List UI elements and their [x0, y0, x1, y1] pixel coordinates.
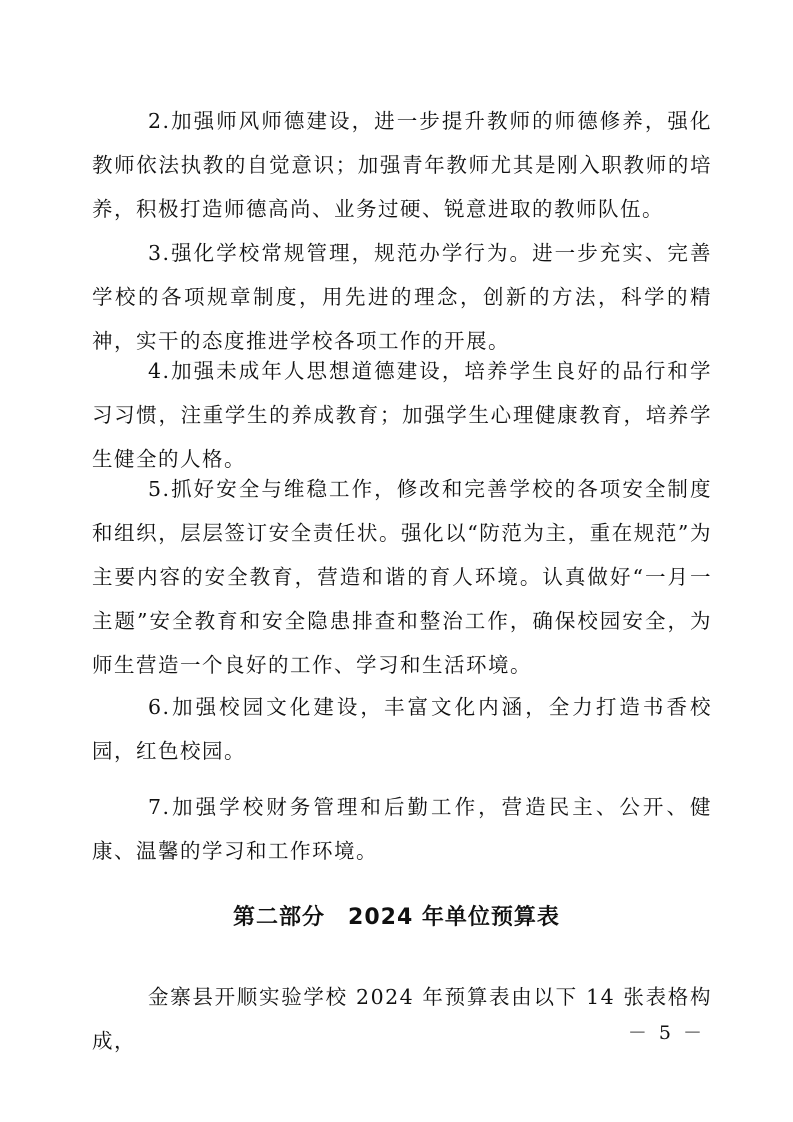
paragraph-item-6: 6.加强校园文化建设，丰富文化内涵，全力打造书香校园，红色校园。: [92, 695, 712, 763]
intro-paragraph: 金寨县开顺实验学校 2024 年预算表由以下 14 张表格构成，: [92, 985, 712, 1053]
paragraph-item-2: 2.加强师风师德建设，进一步提升教师的师德修养，强化教师依法执教的自觉意识；加强青年教师尤其是刚入职教师的培养，积极打造师德高尚、业务过硬、锐意进取的教师队伍。: [92, 109, 712, 221]
section-title: 第二部分 2024 年单位预算表: [233, 905, 560, 930]
paragraph-item-3: 3.强化学校常规管理，规范办学行为。进一步充实、完善学校的各项规章制度，用先进的理念，创新的方法，科学的精神，实干的态度推进学校各项工作的开展。: [92, 241, 712, 353]
paragraph-item-7: 7.加强学校财务管理和后勤工作，营造民主、公开、健康、温馨的学习和工作环境。: [92, 795, 712, 863]
paragraph-item-5: 5.抓好安全与维稳工作，修改和完善学校的各项安全制度和组织，层层签订安全责任状。强化以“防范为主，重在规范”为主要内容的安全教育，营造和谐的育人环境。认真做好“一月一主题”安全教育和安全隐患排查和整治工作，确保校园安全，为师生营造一个良好的工作、学习和生活环境。: [92, 477, 712, 677]
paragraph-item-4: 4.加强未成年人思想道德建设，培养学生良好的品行和学习习惯，注重学生的养成教育；加强学生心理健康教育，培养学生健全的人格。: [92, 359, 712, 471]
page-number: － 5 －: [627, 1022, 705, 1044]
